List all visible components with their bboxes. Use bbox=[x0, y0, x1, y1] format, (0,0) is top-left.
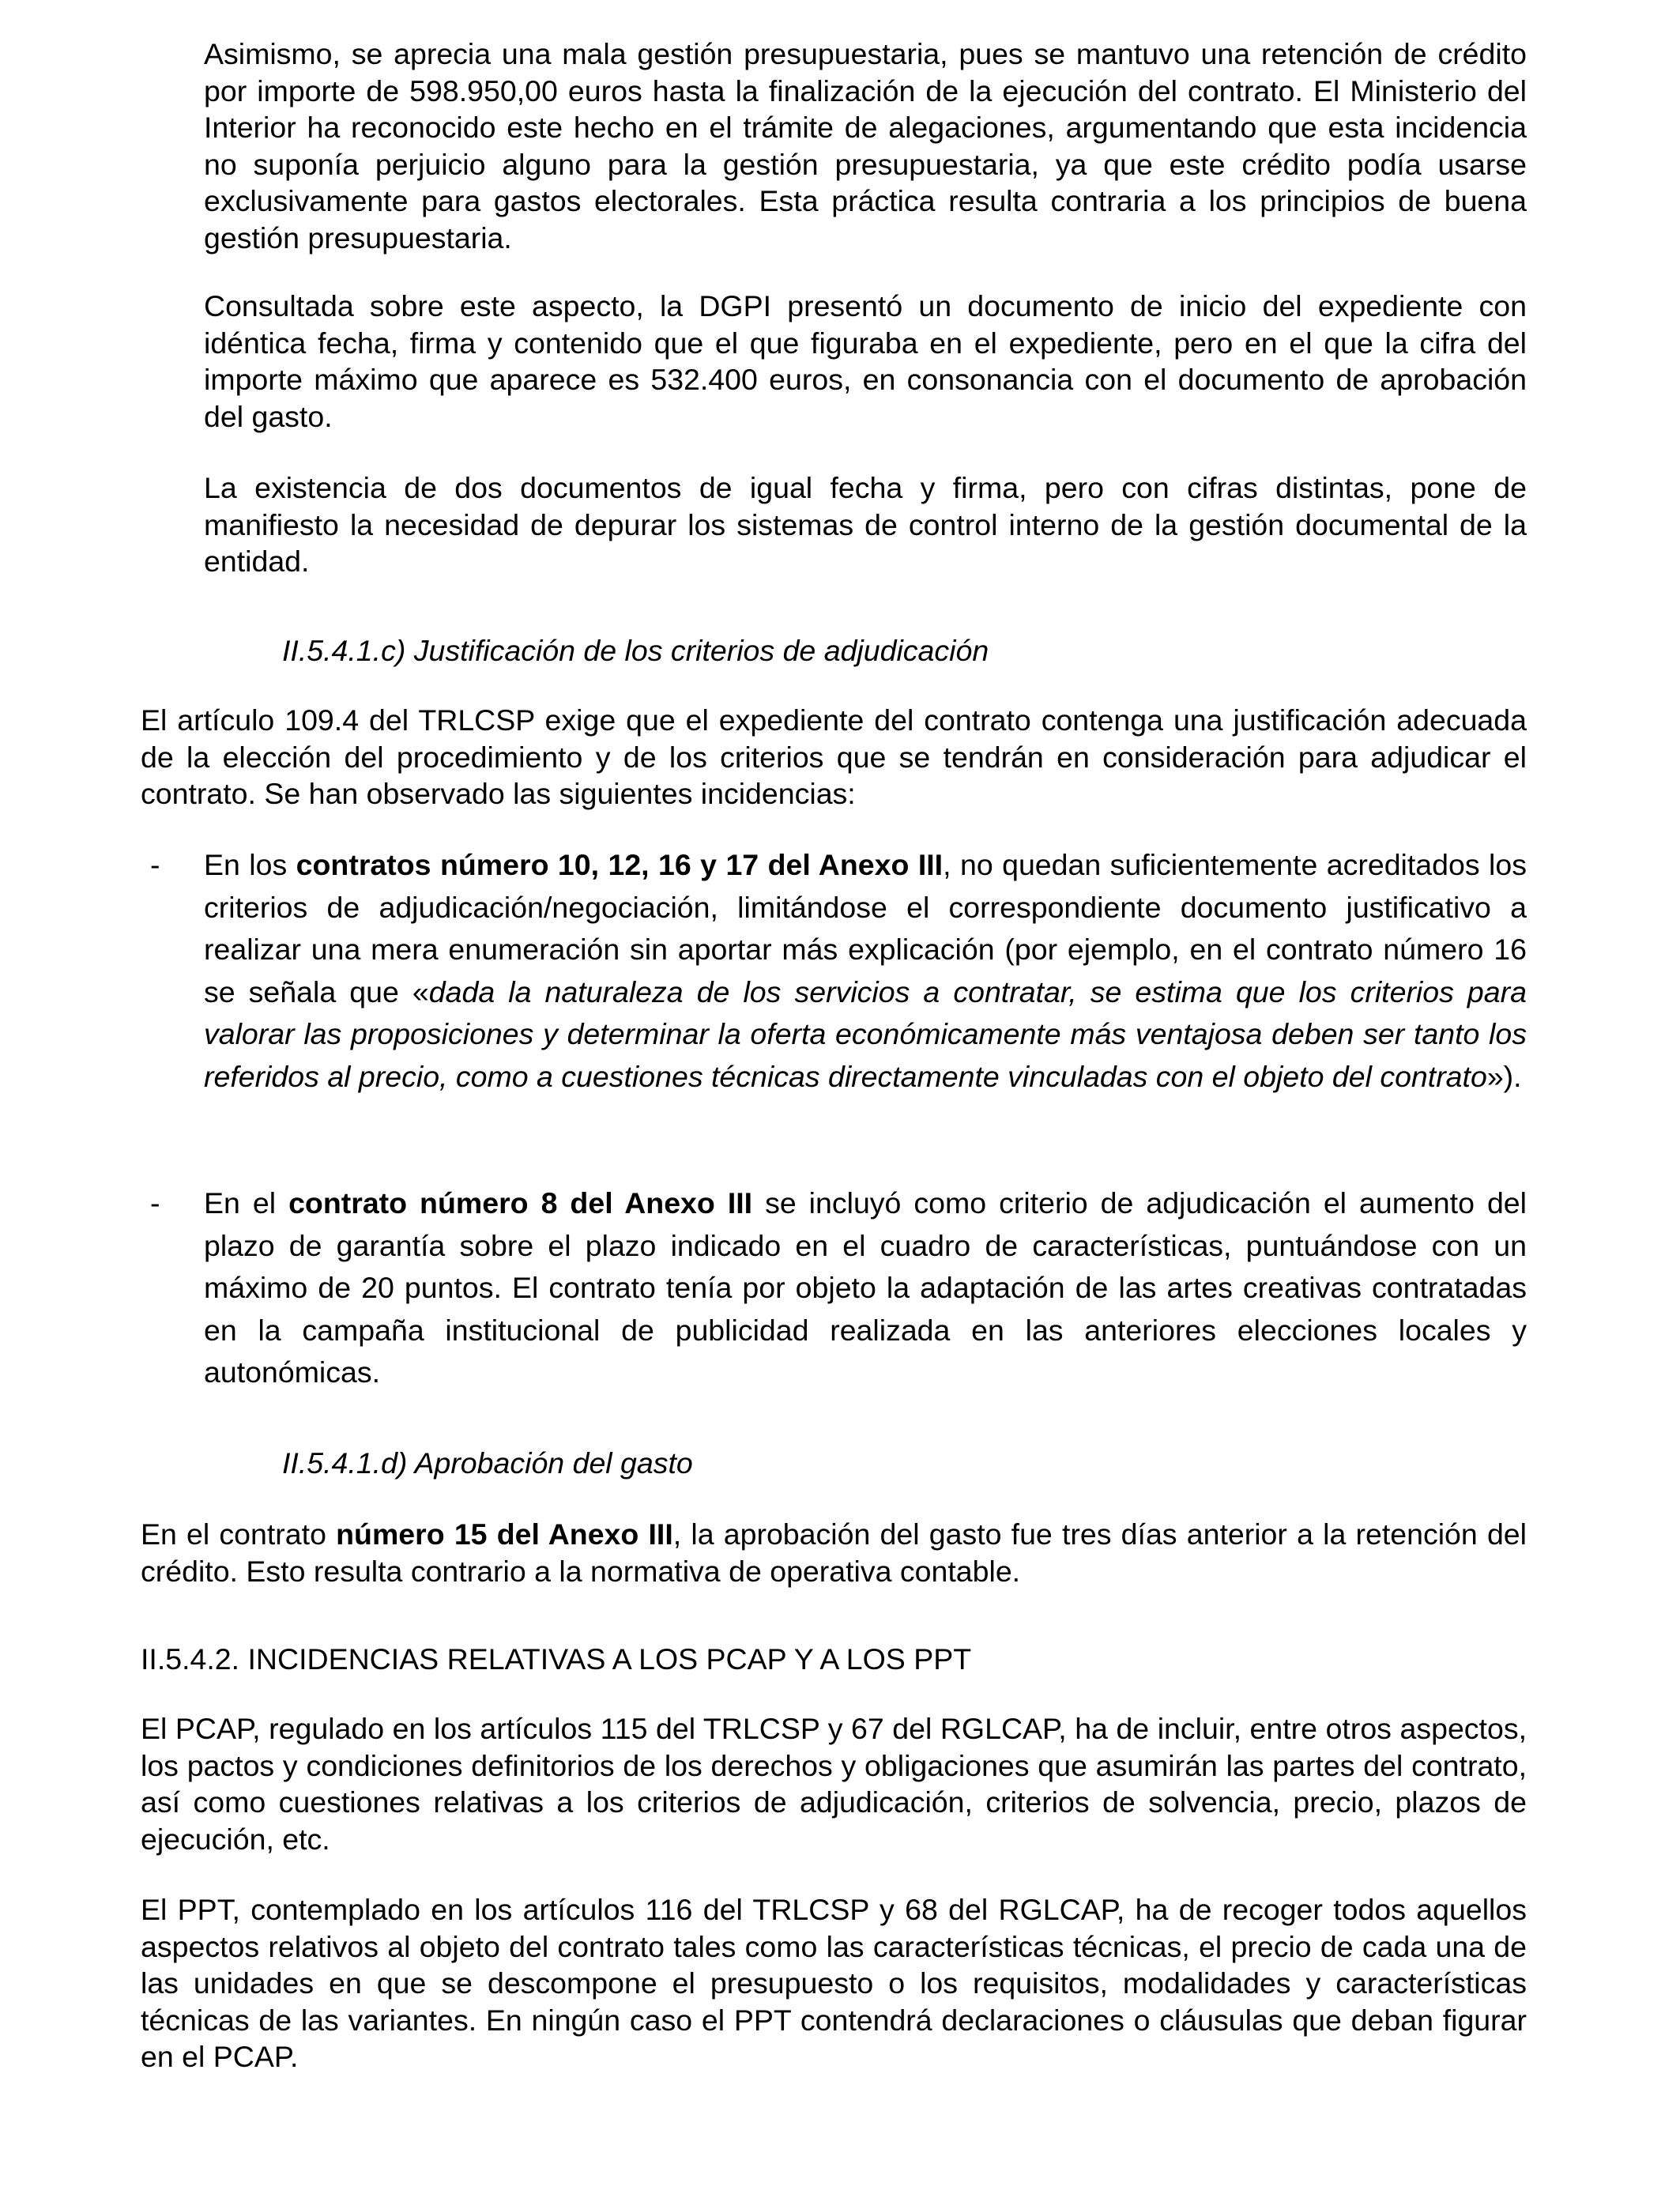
text-run: En los bbox=[204, 848, 296, 881]
text-run-bold: contrato número 8 del Anexo III bbox=[288, 1186, 753, 1220]
section-heading-approval: II.5.4.1.d) Aprobación del gasto bbox=[282, 1446, 693, 1480]
section-heading-criteria: II.5.4.1.c) Justificación de los criterios de adjudicación bbox=[282, 634, 989, 667]
list-item-text bbox=[204, 844, 1527, 1098]
text-run: , la aprobación del gasto fue tres días anterior a la retención del crédito. Esto resulta contrario a la normativa de operativa contable. bbox=[141, 1517, 1527, 1588]
paragraph-pcap: El PCAP, regulado en los artículos 115 del TRLCSP y 67 del RGLCAP, ha de incluir, entre otros aspectos, los pactos y condiciones definitorios de los derechos y obligaciones que asumirán las partes del contrato, así como cuestiones relativas a los criterios de adjudicación, criterios de solvencia, precio, plazos de ejecución, etc. bbox=[141, 1712, 1527, 1856]
text-run-bold: número 15 del Anexo III bbox=[336, 1517, 673, 1551]
paragraph-contract-15 bbox=[141, 1516, 1527, 1589]
text-run: se incluyó como criterio de adjudicación el aumento del plazo de garantía sobre el plazo indicado en el cuadro de características, puntuándose con un máximo de 20 puntos. El contrato tenía por objeto la adaptación de las artes creativas contratadas en la campaña institucional de publicidad realizada en las anteriores elecciones locales y autonómicas. bbox=[204, 1186, 1527, 1389]
list-item-text bbox=[204, 1182, 1527, 1394]
paragraph-article-109: El artículo 109.4 del TRLCSP exige que el expediente del contrato contenga una justificación adecuada de la elección del procedimiento y de los criterios que se tendrán en consideración para adjudicar el contrato. Se han observado las siguientes incidencias: bbox=[141, 703, 1527, 810]
text-run: , no quedan suficientemente acreditados los criterios de adjudicación/negociación, limitándose el correspondiente documento justificativo a realizar una mera enumeración sin aportar más explicación (por ejemplo, en el contrato número 16 se señala que « bbox=[204, 848, 1527, 1008]
list-dash: - bbox=[150, 1186, 160, 1220]
text-run: »). bbox=[1486, 1059, 1522, 1093]
quote-italic: dada la naturaleza de los servicios a contratar, se estima que los criterios para valorar las proposiciones y determinar la oferta económicamente más ventajosa deben ser tanto los referidos al precio, como a cuestiones técnicas directamente vinculadas con el objeto del contrato bbox=[204, 974, 1527, 1093]
list-dash: - bbox=[150, 848, 160, 881]
paragraph-budget-management: Asimismo, se aprecia una mala gestión presupuestaria, pues se mantuvo una retención de crédito por importe de 598.950,00 euros hasta la finalización de la ejecución del contrato. El Ministerio del Interior ha reconocido este hecho en el trámite de alegaciones, argumentando que esta incidencia no suponía perjuicio alguno para la gestión presupuestaria, ya que este crédito podía usarse exclusivamente para gastos electorales. Esta práctica resulta contraria a los principios de buena gestión presupuestaria. bbox=[204, 37, 1527, 254]
paragraph-dgpi-document: Consultada sobre este aspecto, la DGPI presentó un documento de inicio del expediente con idéntica fecha, firma y contenido que el que figuraba en el expediente, pero en el que la cifra del importe máximo que aparece es 532.400 euros, en consonancia con el documento de aprobación del gasto. bbox=[204, 289, 1527, 433]
paragraph-two-documents: La existencia de dos documentos de igual fecha y firma, pero con cifras distintas, pone de manifiesto la necesidad de depurar los sistemas de control interno de la gestión documental de la entidad. bbox=[204, 471, 1527, 578]
text-run: En el contrato bbox=[141, 1517, 337, 1551]
text-run: En el bbox=[204, 1186, 289, 1220]
text-run-bold: contratos número 10, 12, 16 y 17 del Anexo III bbox=[296, 848, 944, 881]
section-heading-pcap-ppt: II.5.4.2. INCIDENCIAS RELATIVAS A LOS PCAP Y A LOS PPT bbox=[141, 1642, 972, 1676]
paragraph-ppt: El PPT, contemplado en los artículos 116 del TRLCSP y 68 del RGLCAP, ha de recoger todos aquellos aspectos relativos al objeto del contrato tales como las características técnicas, el precio de cada una de las unidades en que se descompone el presupuesto o los requisitos, modalidades y características técnicas de las variantes. En ningún caso el PPT contendrá declaraciones o cláusulas que deban figurar en el PCAP. bbox=[141, 1893, 1527, 2073]
